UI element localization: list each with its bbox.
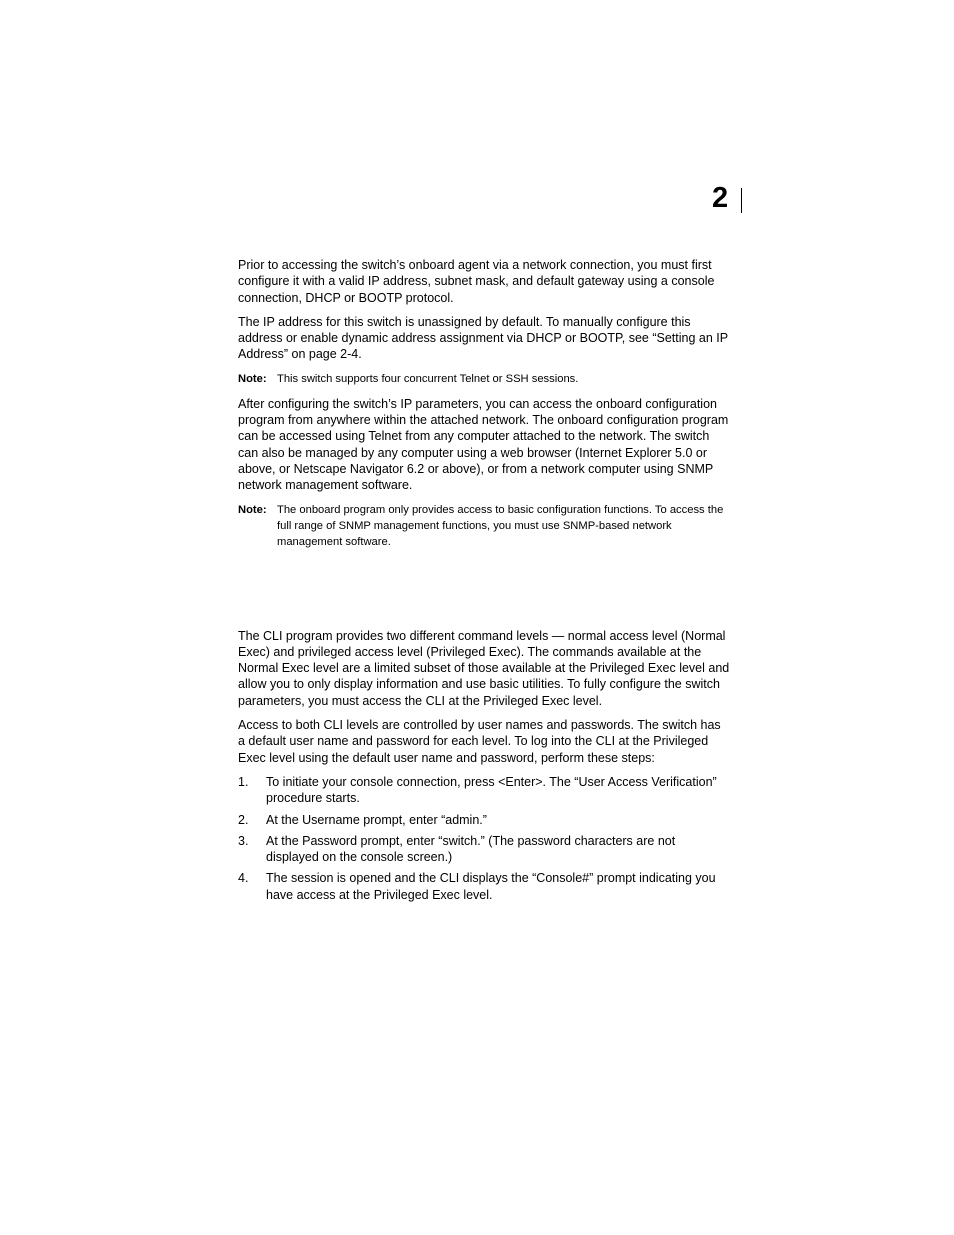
step-text: At the Password prompt, enter “switch.” (The password characters are not displayed on the console screen.)	[266, 833, 676, 865]
note-sessions	[238, 371, 730, 387]
login-steps-list	[238, 774, 730, 903]
chapter-rule	[741, 188, 742, 213]
note-text: The onboard program only provides access to basic configuration functions. To access the full range of SNMP management functions, you must use SNMP-based network management software.	[277, 503, 724, 548]
paragraph-cli-levels: The CLI program provides two different command levels — normal access level (Normal Exec) and privileged access level (Privileged Exec). The commands available at the Normal Exec level are a limited subset of those available at the Privileged Exec level and allow you to only display information and use basic utilities. To fully configure the switch parameters, you must access the CLI at the Privileged Exec level.	[238, 628, 730, 708]
step-number: 2.	[238, 812, 249, 827]
note-snmp	[238, 502, 730, 550]
paragraph-access-methods: After configuring the switch’s IP parameters, you can access the onboard configuration program from anywhere within the attached network. The onboard configuration program can be accessed using Telnet from any computer attached to the network. The switch can also be managed by any computer using a web browser (Internet Explorer 5.0 or above, or Netscape Navigator 6.2 or above), or from a network computer using SNMP network management software.	[238, 396, 729, 493]
section-gap	[238, 559, 730, 628]
list-item	[238, 833, 730, 866]
step-number: 1.	[238, 774, 249, 789]
list-item	[238, 870, 730, 903]
step-text: To initiate your console connection, press <Enter>. The “User Access Verification” procedure starts.	[266, 774, 717, 806]
paragraph-ip-default: The IP address for this switch is unassigned by default. To manually configure this address or enable dynamic address assignment via DHCP or BOOTP, see “Setting an IP Address” on page 2-4.	[238, 314, 728, 362]
note-text: This switch supports four concurrent Telnet or SSH sessions.	[277, 372, 579, 385]
paragraph-ip-prereq: Prior to accessing the switch’s onboard agent via a network connection, you must first configure it with a valid IP address, subnet mask, and default gateway using a console connection, DHCP or BOOTP protocol.	[238, 258, 715, 305]
chapter-number-marker	[712, 182, 742, 214]
note-label: Note:	[238, 503, 267, 516]
step-number: 4.	[238, 871, 249, 886]
page-content	[238, 257, 730, 908]
step-text: The session is opened and the CLI displays the “Console#” prompt indicating you have access at the Privileged Exec level.	[266, 871, 716, 902]
step-number: 3.	[238, 833, 249, 848]
list-item	[238, 812, 730, 828]
step-text: At the Username prompt, enter “admin.”	[266, 812, 487, 827]
chapter-number: 2	[712, 182, 728, 214]
paragraph-cli-login: Access to both CLI levels are controlled by user names and passwords. The switch has a default user name and password for each level. To log into the CLI at the Privileged Exec level using the default user name and password, perform these steps:	[238, 718, 721, 765]
note-label: Note:	[238, 372, 267, 385]
list-item	[238, 774, 730, 807]
